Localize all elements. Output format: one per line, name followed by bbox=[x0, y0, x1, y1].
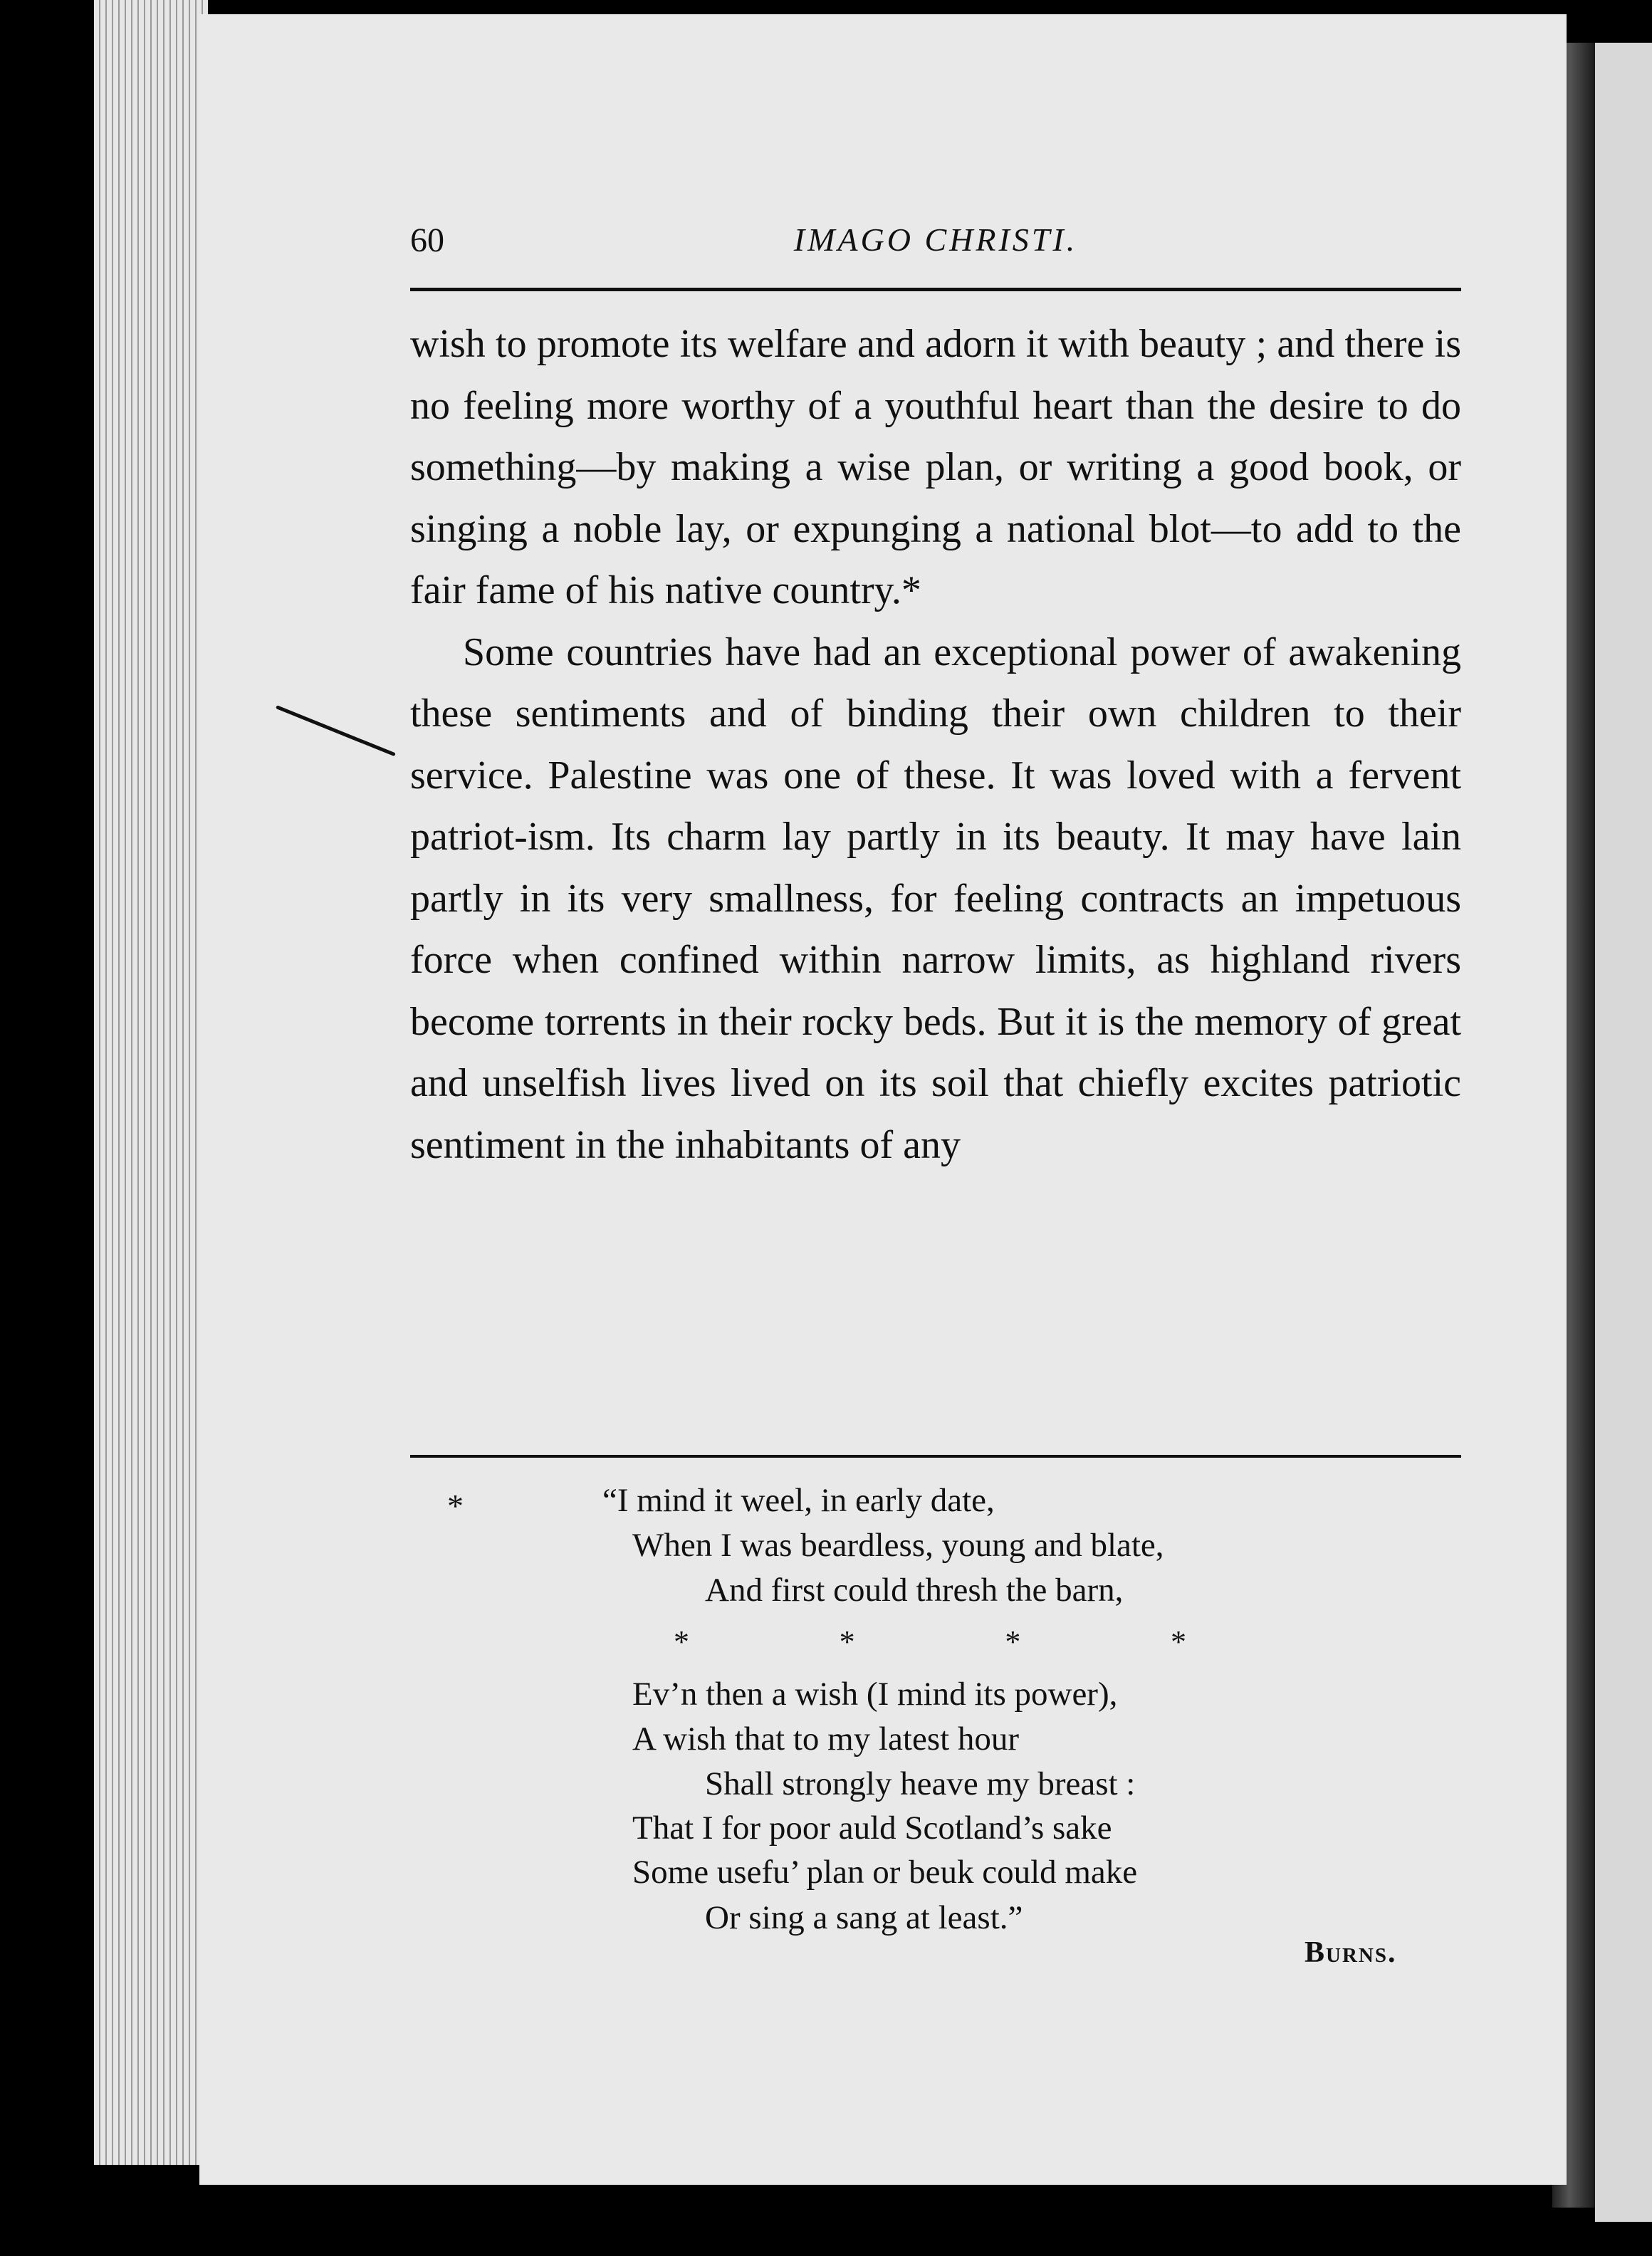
verse-line: A wish that to my latest hour bbox=[632, 1720, 1020, 1758]
asterisk: * bbox=[674, 1624, 689, 1659]
verse-line: Some usefu’ plan or beuk could make bbox=[632, 1854, 1138, 1891]
page-edges bbox=[94, 0, 208, 2165]
header-rule bbox=[410, 288, 1461, 291]
running-title: IMAGO CHRISTI. bbox=[793, 221, 1078, 258]
verse-line: When I was beardless, young and blate, bbox=[632, 1527, 1164, 1564]
verse-line: That I for poor auld Scotland’s sake bbox=[632, 1810, 1112, 1847]
verse-line: Ev’n then a wish (I mind its power), bbox=[632, 1676, 1118, 1713]
main-text bbox=[410, 313, 1461, 1176]
asterisk: * bbox=[1170, 1624, 1186, 1659]
facing-page-edge bbox=[1595, 43, 1652, 2222]
attribution: Burns. bbox=[1305, 1936, 1397, 1969]
verse-line: And first could thresh the barn, bbox=[705, 1572, 1124, 1609]
page-header bbox=[410, 214, 1461, 278]
asterisk: * bbox=[839, 1624, 855, 1659]
footnote-marker: * bbox=[447, 1488, 464, 1524]
verse-ellipsis bbox=[674, 1624, 1186, 1660]
verse-line: Shall strongly heave my breast : bbox=[705, 1765, 1136, 1802]
footnote bbox=[410, 1481, 1461, 1980]
verse-line: “I mind it weel, in early date, bbox=[602, 1482, 995, 1519]
paragraph: Some countries have had an exceptional power of awakening these sentiments and of binding their own children to their service. Palestine was one of these. It was loved with a fervent patriot-ism. Its charm lay partly in its beauty. It may have lain partly in its very smallness, for feeling contracts an impetuous force when confined within narrow limits, as highland rivers become torrents in their rocky beds. But it is the memory of great and unselfish lives lived on its soil that chiefly excites patriotic sentiment in the inhabitants of any bbox=[410, 630, 1461, 1167]
footnote-rule bbox=[410, 1455, 1461, 1458]
page-number: 60 bbox=[410, 221, 444, 259]
paragraph: wish to promote its welfare and adorn it with beauty ; and there is no feeling more worthy of a youthful heart than the desire to do something—by making a wise plan, or writing a good book, or singing a noble lay, or expunging a national blot—to add to the fair fame of his native country.* bbox=[410, 322, 1461, 612]
asterisk: * bbox=[1005, 1624, 1021, 1659]
verse-line: Or sing a sang at least.” bbox=[705, 1899, 1023, 1936]
